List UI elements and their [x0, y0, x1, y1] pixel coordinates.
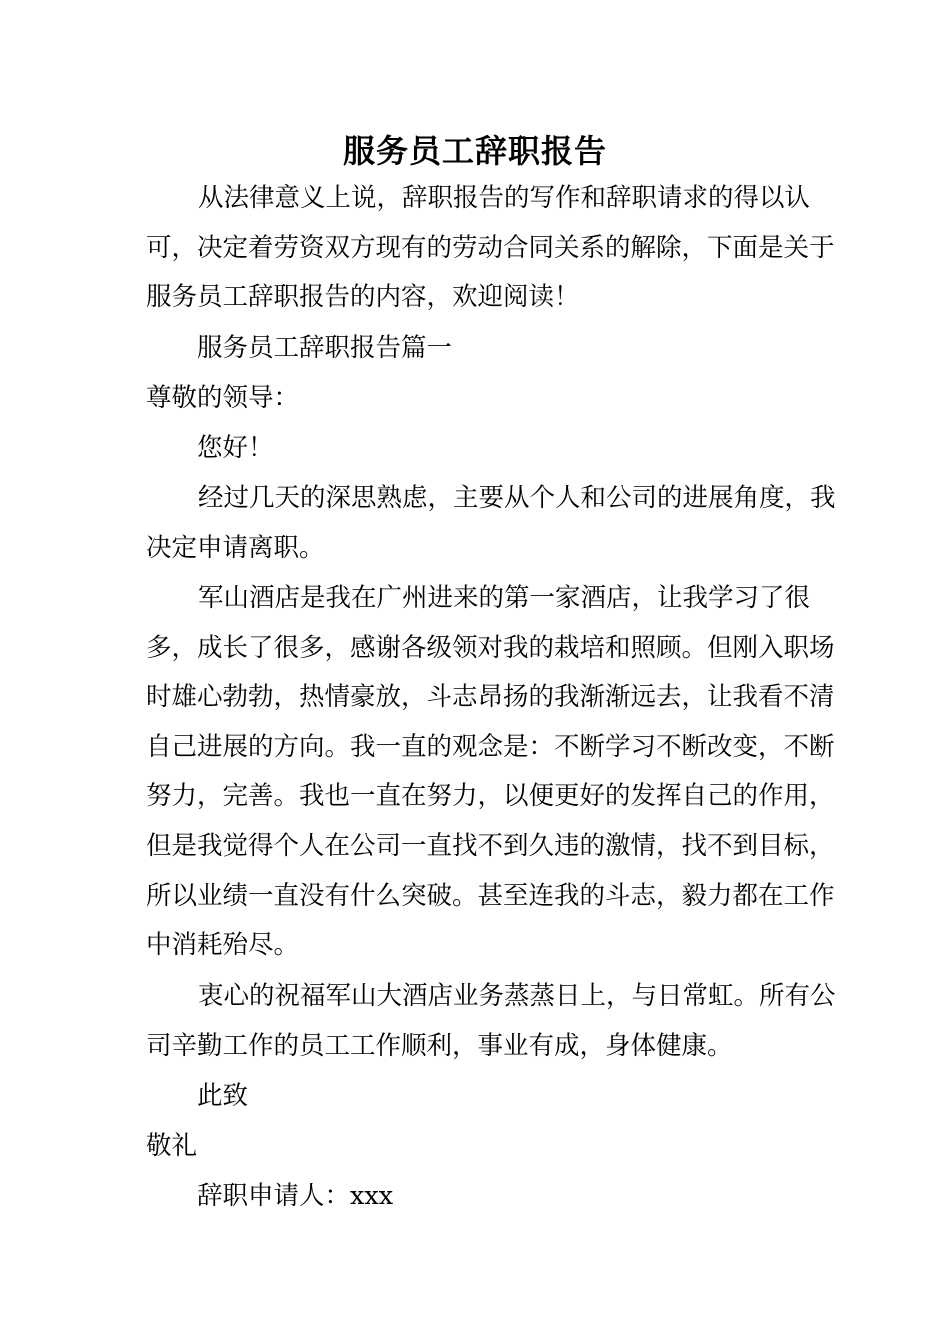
salutation: 尊敬的领导：	[146, 383, 300, 413]
document-title: 服务员工辞职报告	[342, 132, 607, 170]
body-paragraph-2: 军山酒店是我在广州进来的第一家酒店，让我学习了很多，成长了很多，感谢各级领对我的栽培和照顾。但刚入职场时雄心勃勃，热情豪放，斗志昂扬的我渐渐远去，让我看不清自己进展的方向。我一直的观念是：不断学习不断改变，不断努力，完善。我也一直在努力，以便更好的发挥自己的作用，但是我觉得个人在公司一直找不到久违的激情，找不到目标，所以业绩一直没有什么突破。甚至连我的斗志，毅力都在工作中消耗殆尽。	[146, 583, 835, 961]
greeting: 您好！	[197, 433, 274, 463]
body-paragraph-1: 经过几天的深思熟虑，主要从个人和公司的进展角度，我决定申请离职。	[146, 483, 836, 563]
signature-line: 辞职申请人：xxx	[197, 1181, 394, 1211]
closing-line-2: 敬礼	[146, 1131, 198, 1161]
intro-paragraph: 从法律意义上说，辞职报告的写作和辞职请求的得以认可，决定着劳资双方现有的劳动合同关系的解除，下面是关于服务员工辞职报告的内容，欢迎阅读！	[146, 183, 835, 313]
body-paragraph-3: 衷心的祝福军山大酒店业务蒸蒸日上，与日常虹。所有公司辛勤工作的员工工作顺利，事业有成，身体健康。	[146, 981, 836, 1061]
closing-line-1: 此致	[197, 1081, 249, 1111]
section-heading: 服务员工辞职报告篇一	[197, 333, 453, 363]
